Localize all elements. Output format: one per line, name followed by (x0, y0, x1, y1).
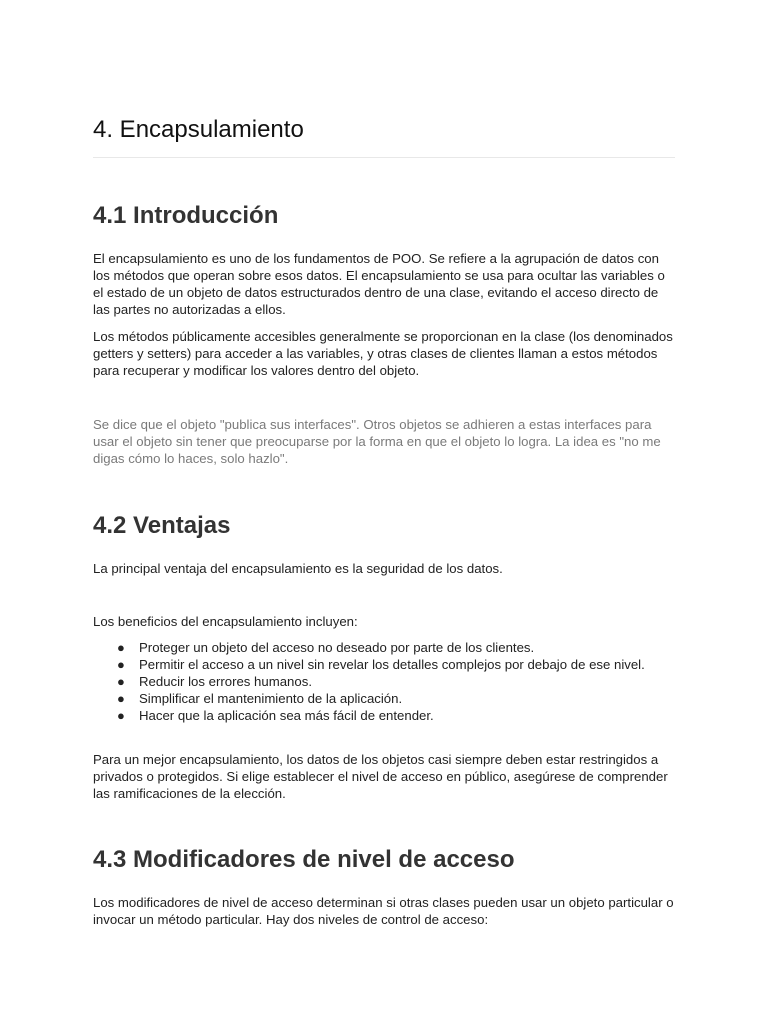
bullet-icon: ● (117, 691, 125, 706)
intro-paragraph-2: Los métodos públicamente accesibles generalmente se proporcionan en la clase (los denominados getters y setters) para acceder a las variables, y otras clases de clientes llaman a estos métodos para recuperar y modificar los valores dentro del objeto. (93, 329, 673, 378)
bullet-icon: ● (117, 708, 125, 723)
title-divider (93, 157, 675, 158)
section-heading-ventajas: 4.2 Ventajas (93, 512, 231, 539)
list-item (93, 690, 675, 707)
list-item-text: Proteger un objeto del acceso no deseado por parte de los clientes. (139, 640, 535, 655)
list-item-text: Reducir los errores humanos. (139, 674, 312, 689)
list-item (93, 673, 675, 690)
list-item-text: Simplificar el mantenimiento de la aplicación. (139, 691, 403, 706)
bullet-icon: ● (117, 674, 125, 689)
list-item (93, 639, 675, 656)
list-item-text: Hacer que la aplicación sea más fácil de entender. (139, 708, 434, 723)
intro-paragraph-1: El encapsulamiento es uno de los fundamentos de POO. Se refiere a la agrupación de datos con los métodos que operan sobre esos datos. El encapsulamiento se usa para ocultar las variables o el estado de un objeto de datos estructurados dentro de una clase, evitando el acceso directo de las partes no autorizadas a ellos. (93, 251, 665, 317)
list-item (93, 656, 675, 673)
benefits-list (93, 639, 675, 724)
ventajas-paragraph-1: La principal ventaja del encapsulamiento es la seguridad de los datos. (93, 561, 503, 576)
bullet-icon: ● (117, 640, 125, 655)
modificadores-paragraph-1: Los modificadores de nivel de acceso determinan si otras clases pueden usar un objeto particular o invocar un método particular. Hay dos niveles de control de acceso: (93, 895, 674, 927)
list-item (93, 707, 675, 724)
page-title: 4. Encapsulamiento (93, 116, 304, 143)
ventajas-paragraph-2: Los beneficios del encapsulamiento incluyen: (93, 614, 358, 629)
bullet-icon: ● (117, 657, 125, 672)
ventajas-paragraph-3: Para un mejor encapsulamiento, los datos de los objetos casi siempre deben estar restringidos a privados o protegidos. Si elige establecer el nivel de acceso en público, asegúrese de comprender las ramificaciones de la elección. (93, 752, 668, 801)
section-heading-introduccion: 4.1 Introducción (93, 202, 279, 229)
intro-paragraph-3: Se dice que el objeto "publica sus interfaces". Otros objetos se adhieren a estas interfaces para usar el objeto sin tener que preocuparse por la forma en que el objeto lo logra. La idea es "no me digas cómo lo haces, solo hazlo". (93, 417, 661, 466)
section-heading-modificadores: 4.3 Modificadores de nivel de acceso (93, 846, 515, 873)
list-item-text: Permitir el acceso a un nivel sin revelar los detalles complejos por debajo de ese nivel. (139, 657, 645, 672)
